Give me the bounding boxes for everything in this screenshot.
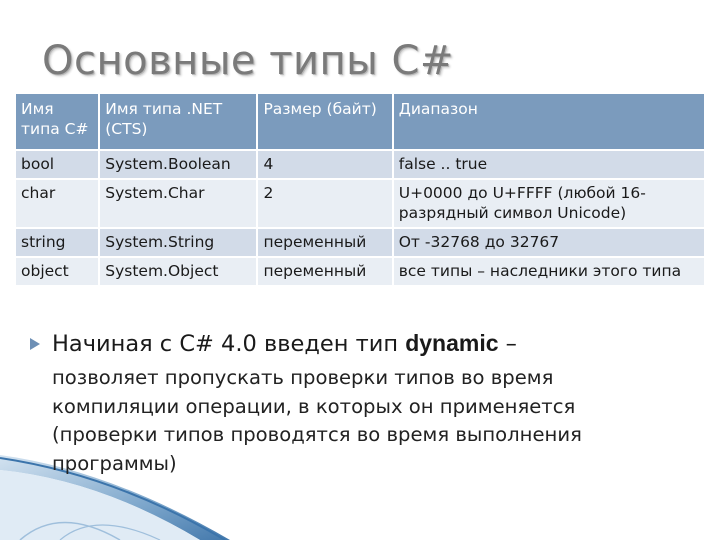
table-row [16,257,705,286]
cell-csharp-name: bool [16,150,99,179]
cell-range: false .. true [393,150,705,179]
header-size: Размер (байт) [257,94,392,150]
table-row [16,179,705,228]
cell-csharp-name: object [16,257,99,286]
table-row [16,228,705,257]
cell-csharp-name: string [16,228,99,257]
note-first-line [52,330,517,357]
cell-range: U+0000 до U+FFFF (любой 16-разрядный символ Unicode) [393,179,705,228]
cell-size: 4 [257,150,392,179]
cell-csharp-name: char [16,179,99,228]
cell-net-name: System.String [99,228,257,257]
header-csharp-name: Имя типа C# [16,94,99,150]
cell-net-name: System.Object [99,257,257,286]
cell-range: все типы – наследники этого типа [393,257,705,286]
cell-net-name: System.Boolean [99,150,257,179]
cell-range: От -32768 до 32767 [393,228,705,257]
note-dash: – [498,331,517,357]
cell-size: переменный [257,228,392,257]
slide-title: Основные типы C# [42,38,454,84]
cell-size: переменный [257,257,392,286]
cell-net-name: System.Char [99,179,257,228]
note-keyword: dynamic [405,330,499,356]
table-header-row [16,94,705,150]
header-range: Диапазон [393,94,705,150]
bullet-arrow-icon [30,338,40,350]
table-row [16,150,705,179]
cell-size: 2 [257,179,392,228]
header-net-name: Имя типа .NET (CTS) [99,94,257,150]
types-table [16,94,706,287]
note-intro: Начиная с C# 4.0 введен тип [52,331,406,357]
note-continuation: позволяет пропускать проверки типов во время компиляции операции, в которых он применяется (проверки типов проводятся во время выполнения программы) [52,366,582,475]
